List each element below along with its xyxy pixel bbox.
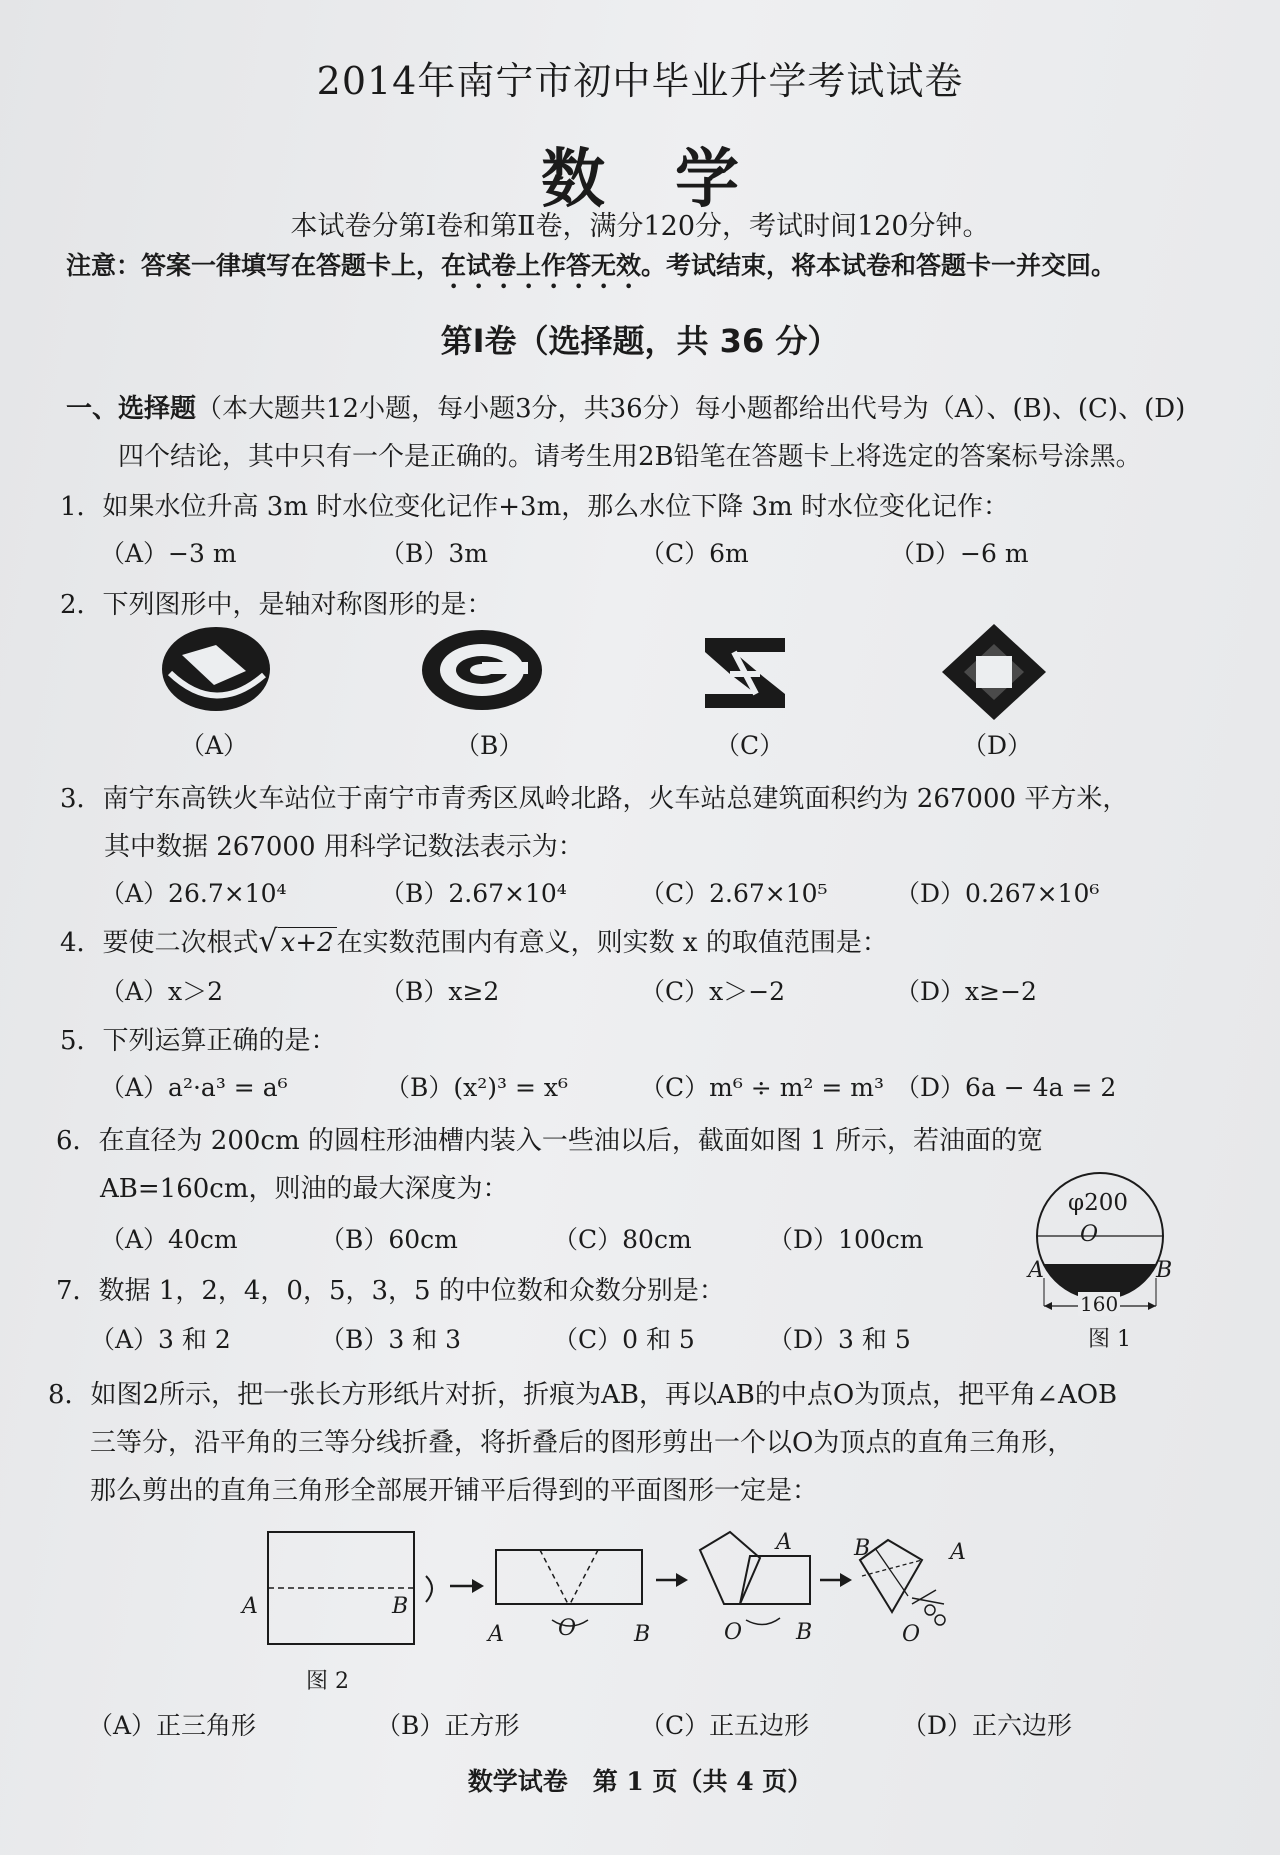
figure-2-label-b3: B — [796, 1620, 813, 1645]
q5-option-c: （C）m⁶ ÷ m² = m³ — [640, 1073, 884, 1102]
q8-option-a: （A）正三角形 — [88, 1711, 257, 1740]
q5-option-b: （B）(x²)³ = x⁶ — [385, 1073, 568, 1102]
part-label: 一、选择题 — [66, 394, 197, 424]
figure-2-label-a1: A — [242, 1594, 258, 1619]
figure-2-label-o4: O — [902, 1622, 921, 1647]
notice-part-c: 。考试结束，将本试卷和答题卡一并交回。 — [641, 251, 1117, 280]
q1-option-b: （B）3m — [380, 539, 488, 568]
q4-radicand: x+2 — [278, 927, 337, 958]
q8-stem-3: 那么剪出的直角三角形全部展开铺平后得到的平面图形一定是： — [90, 1476, 819, 1506]
q7-option-d: （D）3 和 5 — [768, 1325, 911, 1354]
q2-stem: 2．下列图形中，是轴对称图形的是： — [60, 590, 493, 620]
q7-option-c: （C）0 和 5 — [553, 1325, 695, 1354]
figure-2-caption: 图 2 — [306, 1669, 349, 1694]
q3-stem-2: 其中数据 267000 用科学记数法表示为： — [104, 832, 584, 862]
q8-stem-2: 三等分，沿平角的三等分线折叠，将折叠后的图形剪出一个以O为顶点的直角三角形， — [90, 1428, 1074, 1458]
q7-option-a: （A）3 和 2 — [90, 1325, 231, 1354]
figure-1-width: 160 — [1080, 1292, 1119, 1316]
logo-b-icon — [420, 628, 545, 713]
notice-part-a: 注意：答案一律填写在答题卡上， — [66, 251, 442, 280]
figure-1-diameter: φ200 — [1068, 1190, 1129, 1216]
figure-2-label-a4: A — [950, 1540, 966, 1565]
q6-stem-2: AB=160cm，则油的最大深度为： — [100, 1174, 509, 1204]
q5-option-d: （D）6a − 4a = 2 — [895, 1073, 1117, 1102]
q7-option-b: （B）3 和 3 — [320, 1325, 462, 1354]
page-footer: 数学试卷 第 1 页（共 4 页） — [467, 1767, 813, 1796]
figure-2-label-b4: B — [854, 1536, 871, 1561]
q6-stem-1: 6．在直径为 200cm 的圆柱形油槽内装入一些油以后，截面如图 1 所示，若油面的宽 — [56, 1126, 1043, 1156]
part-heading — [66, 388, 1185, 425]
figure-2-label-o2: O — [558, 1616, 577, 1641]
section-title: 第Ⅰ卷（选择题，共 36 分） — [440, 322, 840, 360]
q6-option-c: （C）80cm — [553, 1225, 692, 1254]
q8-option-d: （D）正六边形 — [902, 1711, 1073, 1740]
q5-option-a: （A）a²·a³ = a⁶ — [100, 1073, 288, 1102]
figure-2-label-o3: O — [724, 1620, 743, 1645]
figure-2-label-a2: A — [488, 1622, 504, 1647]
q3-option-a: （A）26.7×10⁴ — [100, 879, 287, 908]
exam-notice — [66, 246, 1116, 295]
logo-d-icon — [940, 622, 1048, 722]
figure-1-center: O — [1080, 1222, 1099, 1247]
q4-option-a: （A）x＞2 — [100, 977, 224, 1006]
q5-stem: 5．下列运算正确的是： — [60, 1026, 337, 1056]
q8-stem-1: 8．如图2所示，把一张长方形纸片对折，折痕为AB，再以AB的中点O为顶点，把平角∠AOB — [48, 1380, 1118, 1410]
figure-1-point-a: A — [1028, 1258, 1044, 1283]
part-desc-2: 四个结论，其中只有一个是正确的。请考生用2B铅笔在答题卡上将选定的答案标号涂黑。 — [118, 442, 1142, 472]
q6-option-b: （B）60cm — [320, 1225, 458, 1254]
q1-option-c: （C）6m — [640, 539, 749, 568]
q4-stem-pre: 4．要使二次根式 — [60, 928, 259, 958]
figure-2-label-b2: B — [634, 1622, 651, 1647]
q2-option-d: （D） — [962, 731, 1033, 760]
notice-emphasis: 在试卷上作答无效 — [441, 251, 642, 280]
q4-stem-post: 在实数范围内有意义，则实数 x 的取值范围是： — [336, 928, 888, 958]
q7-stem: 7．数据 1，2，4，0，5，3，5 的中位数和众数分别是： — [56, 1276, 725, 1306]
q6-option-a: （A）40cm — [100, 1225, 238, 1254]
q8-option-c: （C）正五边形 — [640, 1711, 810, 1740]
q4-option-b: （B）x≥2 — [380, 977, 500, 1006]
q3-option-c: （C）2.67×10⁵ — [640, 879, 828, 908]
q3-stem-1: 3．南宁东高铁火车站位于南宁市青秀区凤岭北路，火车站总建筑面积约为 267000 平方米， — [60, 784, 1129, 814]
subject-title: 数学 — [541, 142, 809, 217]
figure-1-point-b: B — [1156, 1258, 1173, 1283]
figure-2-label-a3: A — [776, 1530, 792, 1555]
exam-intro: 本试卷分第Ⅰ卷和第Ⅱ卷，满分120分，考试时间120分钟。 — [290, 211, 990, 242]
q2-option-a: （A） — [180, 731, 249, 760]
sqrt-symbol: √ — [258, 924, 278, 959]
logo-c-icon — [690, 628, 800, 718]
figure-2-label-b1: B — [392, 1594, 409, 1619]
figure-1-caption: 图 1 — [1088, 1327, 1131, 1352]
q1-stem: 1．如果水位升高 3m 时水位变化记作+3m，那么水位下降 3m 时水位变化记作： — [60, 492, 1009, 522]
q3-option-b: （B）2.67×10⁴ — [380, 879, 567, 908]
q1-option-d: （D）−6 m — [890, 539, 1029, 568]
q6-option-d: （D）100cm — [768, 1225, 924, 1254]
exam-title: 2014年南宁市初中毕业升学考试试卷 — [316, 59, 964, 103]
part-desc-1: （本大题共12小题，每小题3分，共36分）每小题都给出代号为（A）、(B)、(C)、(D) — [196, 394, 1186, 424]
q1-option-a: （A）−3 m — [100, 539, 237, 568]
q2-option-c: （C） — [715, 731, 785, 760]
logo-a-icon — [160, 625, 280, 715]
q2-option-b: （B） — [455, 731, 524, 760]
q4-stem — [60, 922, 888, 959]
q8-option-b: （B）正方形 — [376, 1711, 520, 1740]
q4-option-d: （D）x≥−2 — [895, 977, 1037, 1006]
q3-option-d: （D）0.267×10⁶ — [895, 879, 1100, 908]
q4-option-c: （C）x＞−2 — [640, 977, 786, 1006]
